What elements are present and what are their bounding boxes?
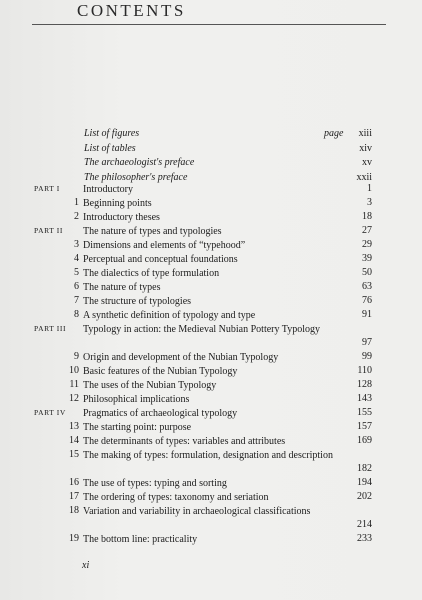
front-matter-title: List of figures [84, 128, 140, 139]
chapter-entry [34, 505, 372, 533]
entry-page-number: 63 [362, 281, 372, 292]
chapter-entry [34, 351, 372, 365]
entry-page-number: 143 [357, 393, 372, 404]
part-heading-entry [34, 183, 372, 197]
entry-title: Introductory [83, 184, 133, 195]
chapter-number: 11 [69, 379, 79, 390]
contents-list [34, 183, 372, 547]
entry-page-number: 233 [357, 533, 372, 544]
chapter-number: 17 [69, 491, 79, 502]
entry-title: Beginning points [83, 198, 152, 209]
entry-title: The use of types: typing and sorting [83, 478, 227, 489]
entry-title: Basic features of the Nubian Typology [83, 366, 238, 377]
entry-title: The bottom line: practicality [83, 534, 198, 545]
entry-page-number: 27 [362, 225, 372, 236]
entry-page-number: 1 [367, 183, 372, 194]
entry-title: The dialectics of type formulation [83, 268, 220, 279]
chapter-entry [34, 379, 372, 393]
front-matter-page: xxii [356, 171, 372, 183]
chapter-entry [34, 435, 372, 449]
entry-title: The structure of typologies [83, 296, 192, 307]
entry-title: Dimensions and elements of “typehood” [83, 240, 246, 251]
part-label: PART II [34, 226, 63, 235]
page-number: xi [82, 560, 90, 571]
entry-title: Typology in action: the Medieval Nubian Pottery Typology [83, 324, 320, 335]
chapter-entry [34, 197, 372, 211]
entry-page-number: 18 [362, 211, 372, 222]
part-heading-entry [34, 323, 372, 351]
chapter-number: 9 [74, 351, 79, 362]
front-matter-title: The archaeologist's preface [84, 157, 195, 168]
chapter-entry [34, 309, 372, 323]
front-matter-page: xv [362, 157, 372, 168]
entry-title: A synthetic definition of typology and type [83, 310, 256, 321]
chapter-entry [34, 449, 372, 477]
entry-page-number: 202 [357, 491, 372, 502]
chapter-number: 3 [74, 239, 79, 250]
chapter-number: 10 [69, 365, 79, 376]
entry-title: Perceptual and conceptual foundations [83, 254, 238, 265]
entry-page-number: 29 [362, 239, 372, 250]
front-matter-title: The philosopher's preface [84, 171, 188, 183]
entry-page-number: 155 [357, 407, 372, 418]
part-heading-entry [34, 407, 372, 421]
part-label: PART III [34, 324, 67, 333]
entry-title: The ordering of types: taxonomy and seriation [83, 492, 269, 503]
chapter-entry [34, 281, 372, 295]
chapter-number: 15 [69, 449, 79, 460]
entry-title: The uses of the Nubian Typology [83, 380, 217, 391]
front-matter-item [84, 143, 372, 158]
entry-page-number: 214 [357, 519, 372, 530]
chapter-entry [34, 477, 372, 491]
chapter-number: 7 [74, 295, 79, 306]
chapter-number: 2 [74, 211, 79, 222]
front-matter-page: xiv [359, 142, 372, 154]
entry-page-number: 128 [357, 379, 372, 390]
entry-page-number: 3 [367, 197, 372, 208]
chapter-entry [34, 365, 372, 379]
chapter-number: 13 [69, 421, 79, 432]
entry-page-number: 76 [362, 295, 372, 306]
chapter-number: 16 [69, 477, 79, 488]
chapter-number: 8 [74, 309, 79, 320]
chapter-number: 6 [74, 281, 79, 292]
chapter-number: 12 [69, 393, 79, 404]
chapter-number: 4 [74, 253, 79, 264]
part-heading-entry [34, 225, 372, 239]
chapter-entry [34, 533, 372, 547]
contents-heading: CONTENTS [77, 1, 186, 20]
entry-page-number: 39 [362, 253, 372, 264]
entry-page-number: 110 [357, 365, 372, 376]
entry-page-number: 194 [357, 477, 372, 488]
chapter-entry [34, 421, 372, 435]
entry-title: Variation and variability in archaeological classifications [83, 506, 311, 517]
entry-title: The nature of types [83, 282, 161, 293]
entry-title: Philosophical implications [83, 394, 190, 405]
chapter-entry [34, 211, 372, 225]
chapter-number: 1 [74, 197, 79, 208]
front-matter-item [84, 157, 372, 172]
chapter-entry [34, 295, 372, 309]
front-matter-list [84, 128, 372, 186]
entry-page-number: 169 [357, 435, 372, 446]
entry-title: Pragmatics of archaeological typology [83, 408, 238, 419]
entry-page-number: 99 [362, 351, 372, 362]
entry-title: The starting point: purpose [83, 422, 192, 433]
chapter-entry [34, 267, 372, 281]
front-matter-title: List of tables [84, 142, 136, 154]
entry-page-number: 97 [362, 337, 372, 348]
chapter-entry [34, 253, 372, 267]
heading-rule [32, 24, 386, 25]
chapter-entry [34, 239, 372, 253]
front-matter-item [84, 128, 372, 143]
entry-title: The making of types: formulation, designation and description [83, 450, 333, 461]
chapter-entry [34, 491, 372, 505]
part-label: PART I [34, 184, 60, 193]
chapter-number: 14 [69, 435, 79, 446]
chapter-number: 19 [69, 533, 79, 544]
entry-title: Introductory theses [83, 212, 160, 223]
entry-title: The determinants of types: variables and attributes [83, 436, 286, 447]
chapter-entry [34, 393, 372, 407]
entry-title: The nature of types and typologies [83, 226, 222, 237]
page-label: page [324, 128, 344, 139]
entry-page-number: 182 [357, 463, 372, 474]
front-matter-page: xiii [358, 128, 372, 139]
chapter-number: 18 [69, 505, 79, 516]
entry-page-number: 91 [362, 309, 372, 320]
entry-page-number: 157 [357, 421, 372, 432]
entry-title: Origin and development of the Nubian Typology [83, 352, 279, 363]
part-label: PART IV [34, 408, 66, 417]
chapter-number: 5 [74, 267, 79, 278]
entry-page-number: 50 [362, 267, 372, 278]
